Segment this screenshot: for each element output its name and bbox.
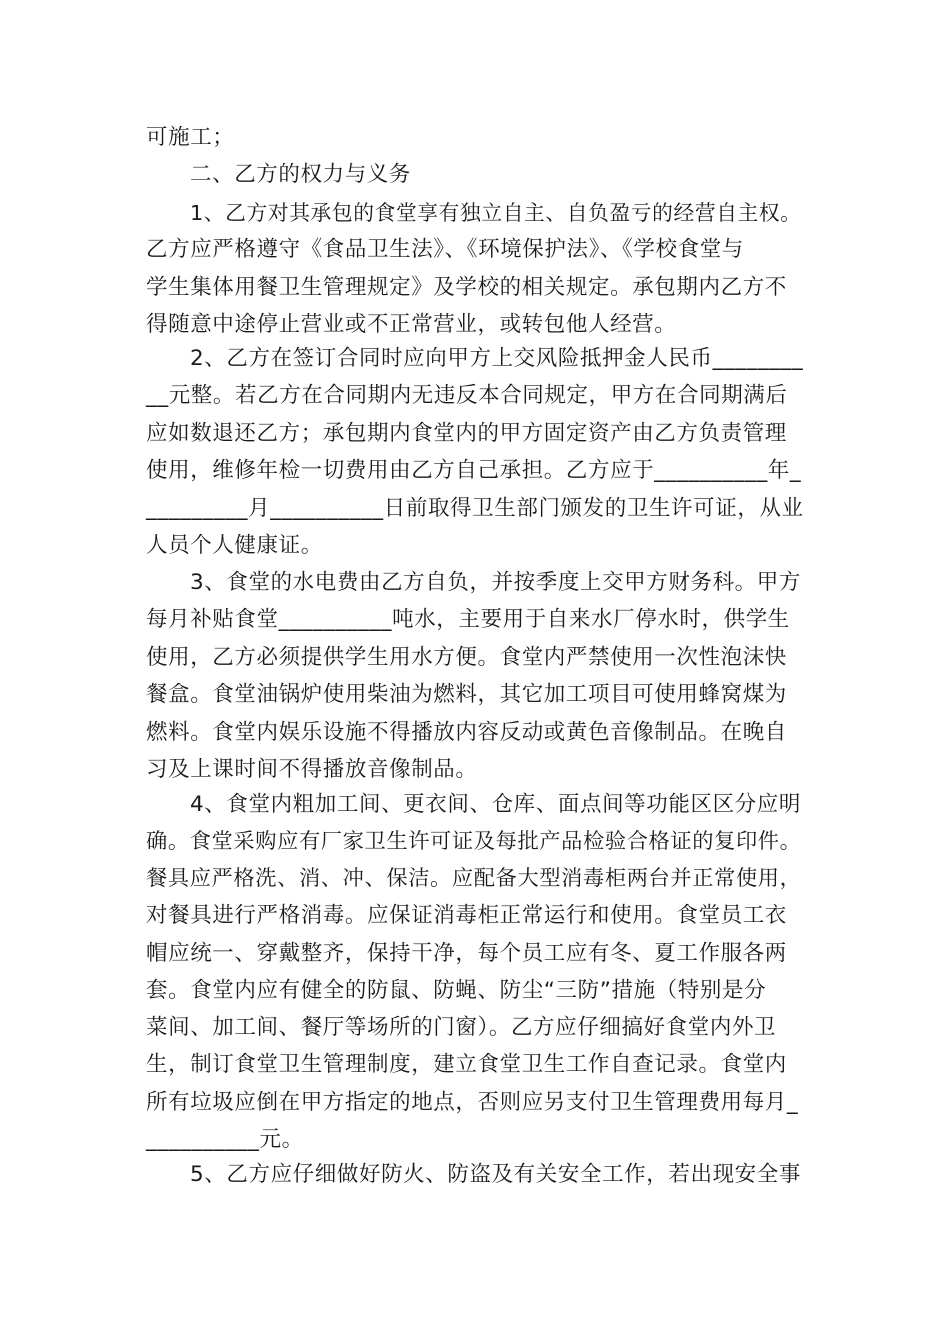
- text-line: 使用，乙方必须提供学生用水方便。食堂内严禁使用一次性泡沫快: [146, 645, 787, 670]
- text-line: 5、乙方应仔细做好防火、防盗及有关安全工作，若出现安全事: [190, 1162, 801, 1187]
- text-line: 燃料。食堂内娱乐设施不得播放内容反动或黄色音像制品。在晚自: [146, 720, 787, 745]
- text-line: 乙方应严格遵守《食品卫生法》、《环境保护法》、《学校食堂与: [146, 237, 744, 262]
- text-line: 3、食堂的水电费由乙方自负，并按季度上交甲方财务科。甲方: [190, 570, 801, 595]
- section-heading: 二、乙方的权力与义务: [190, 162, 412, 187]
- text-line: 可施工；: [146, 125, 235, 150]
- text-line: __元整。若乙方在合同期内无违反本合同规定，甲方在合同期满后: [146, 383, 788, 408]
- text-line: 确。食堂采购应有厂家卫生许可证及每批产品检验合格证的复印件。: [146, 829, 802, 854]
- text-line: __________元。: [146, 1127, 304, 1152]
- text-line: _________月__________日前取得卫生部门颁发的卫生许可证，从业: [146, 496, 804, 521]
- text-line: 学生集体用餐卫生管理规定》及学校的相关规定。承包期内乙方不: [146, 275, 787, 300]
- text-line: 生，制订食堂卫生管理制度，建立食堂卫生工作自查记录。食堂内: [146, 1052, 787, 1077]
- text-line: 帽应统一、穿戴整齐，保持干净，每个员工应有冬、夏工作服各两: [146, 941, 787, 966]
- text-line: 得随意中途停止营业或不正常营业，或转包他人经营。: [146, 312, 677, 337]
- text-line: 习及上课时间不得播放音像制品。: [146, 757, 478, 782]
- text-line: 对餐具进行严格消毒。应保证消毒柜正常运行和使用。食堂员工衣: [146, 903, 787, 928]
- text-line: 餐具应严格洗、消、冲、保洁。应配备大型消毒柜两台并正常使用，: [146, 866, 802, 891]
- text-line: 2、乙方在签订合同时应向甲方上交风险抵押金人民币________: [190, 346, 804, 371]
- text-line: 使用，维修年检一切费用由乙方自己承担。乙方应于__________年_: [146, 458, 802, 483]
- text-line: 套。食堂内应有健全的防鼠、防蝇、防尘“三防”措施（特别是分: [146, 978, 767, 1003]
- text-line: 人员个人健康证。: [146, 533, 323, 558]
- text-line: 应如数退还乙方；承包期内食堂内的甲方固定资产由乙方负责管理: [146, 421, 787, 446]
- text-line: 1、乙方对其承包的食堂享有独立自主、自负盈亏的经营自主权。: [190, 201, 802, 225]
- text-line: 每月补贴食堂__________吨水，主要用于自来水厂停水时，供学生: [146, 607, 790, 632]
- text-line: 餐盒。食堂油锅炉使用柴油为燃料，其它加工项目可使用蜂窝煤为: [146, 682, 787, 707]
- text-line: 4、食堂内粗加工间、更衣间、仓库、面点间等功能区区分应明: [190, 792, 801, 817]
- text-line: 所有垃圾应倒在甲方指定的地点，否则应另支付卫生管理费用每月_: [146, 1090, 799, 1115]
- text-line: 菜间、加工间、餐厅等场所的门窗）。乙方应仔细搞好食堂内外卫: [146, 1015, 777, 1040]
